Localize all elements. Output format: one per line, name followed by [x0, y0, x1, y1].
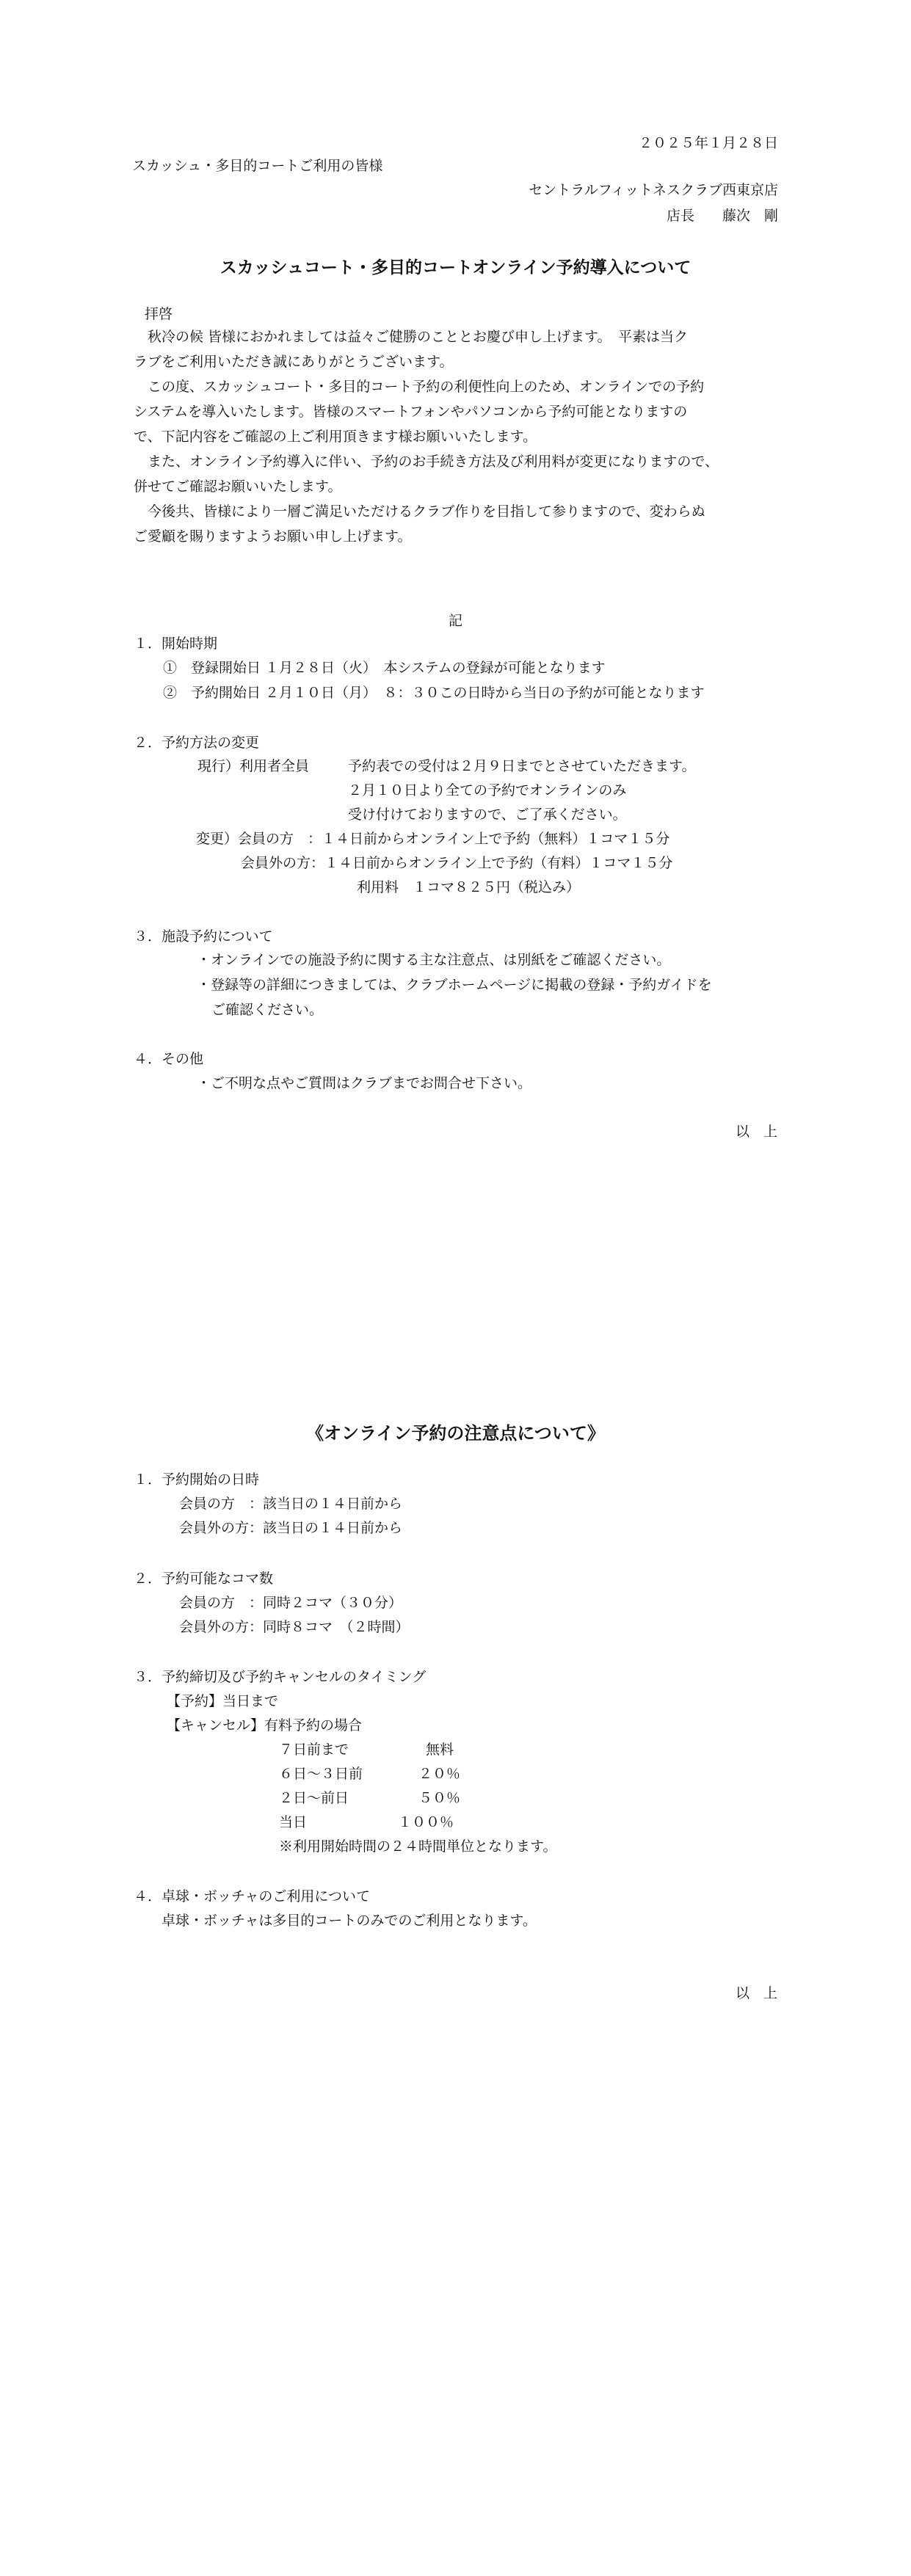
section-1-item-1: ① 登録開始日 １月２８日（火） 本システムの登録が可能となります	[163, 660, 606, 676]
cancel-period: ６日～３日前	[279, 1766, 363, 1782]
changed-member: 変更）会員の方 ：１４日前からオンライン上で予約（無料）１コマ１５分	[196, 831, 670, 847]
cancel-rate: 無料	[426, 1742, 454, 1758]
section-3-bullet-1: ・オンラインでの施設予約に関する主な注意点、は別紙をご確認ください。	[197, 952, 671, 968]
notes-section-2-nonmember: 会員外の方：同時８コマ （２時間）	[179, 1619, 410, 1635]
cancel-period: ７日前まで	[279, 1742, 349, 1758]
notes-section-4-text: 卓球・ボッチャは多目的コートのみでのご利用となります。	[161, 1913, 537, 1929]
current-line-2: ２月１０日より全ての予約でオンラインのみ	[348, 782, 627, 798]
section-4-heading: ４．その他	[134, 1051, 204, 1067]
body-line: ご愛顧を賜りますようお願い申し上げます。	[134, 528, 412, 545]
ki-marker: 記	[448, 613, 462, 629]
body-line: ラブをご利用いただき誠にありがとうございます。	[134, 354, 454, 370]
document-title: スカッシュコート・多目的コートオンライン予約導入について	[219, 258, 692, 277]
body-line: 秋冷の候 皆様におかれましては益々ご健勝のこととお慶び申し上げます。 平素は当ク	[134, 329, 689, 345]
salutation: 拝啓	[145, 306, 173, 322]
sender-name: 店長 藤次 剛	[666, 208, 778, 224]
body-line: この度、スカッシュコート・多目的コート予約の利便性向上のため、オンラインでの予約	[134, 379, 705, 395]
cancel-rate: ５０％	[418, 1790, 461, 1806]
cancel-rate: １００％	[398, 1814, 454, 1830]
notes-section-1-member: 会員の方 ：該当日の１４日前から	[179, 1496, 403, 1512]
fee-line: 利用料 １コマ８２５円（税込み）	[357, 879, 581, 895]
section-3-bullet-2a: ・登録等の詳細につきましては、クラブホームページに掲載の登録・予約ガイドを	[197, 977, 712, 993]
body-line: 併せてご確認お願いいたします。	[134, 479, 342, 495]
cancel-note: ※利用開始時間の２４時間単位となります。	[279, 1838, 557, 1855]
notes-section-2-heading: ２．予約可能なコマ数	[134, 1571, 274, 1587]
section-4-bullet-1: ・ご不明な点やご質問はクラブまでお問合せ下さい。	[197, 1075, 532, 1091]
section-1-heading: １．開始時期	[134, 636, 218, 652]
body-line: 今後共、皆様により一層ご満足いただけるクラブ作りを目指して参りますので、変わらぬ	[134, 503, 705, 520]
body-line: で、下記内容をご確認の上ご利用頂きます様お願いいたします。	[134, 429, 537, 445]
notes-section-1-heading: １．予約開始の日時	[134, 1471, 260, 1488]
notes-title: 《オンライン予約の注意点について》	[306, 1422, 605, 1444]
section-3-bullet-2b: ご確認ください。	[211, 1002, 324, 1018]
notes-section-3-heading: ３．予約締切及び予約キャンセルのタイミング	[134, 1669, 427, 1685]
section-3-heading: ３．施設予約について	[134, 928, 273, 945]
addressee: スカッシュ・多目的コートご利用の皆様	[132, 158, 383, 174]
letter-date: ２０２５年１月２８日	[638, 135, 778, 151]
section-2-heading: ２．予約方法の変更	[134, 735, 260, 751]
notes-section-2-member: 会員の方 ：同時２コマ（３０分）	[179, 1595, 403, 1611]
sender-org: セントラルフィットネスクラブ西東京店	[529, 182, 778, 198]
notes-section-1-nonmember: 会員外の方：該当日の１４日前から	[179, 1520, 403, 1536]
cancel-rate: ２０％	[418, 1766, 461, 1782]
cancel-heading: 【キャンセル】有料予約の場合	[167, 1717, 363, 1733]
body-line: システムを導入いたします。皆様のスマートフォンやパソコンから予約可能となりますの	[134, 404, 688, 420]
letter-closing: 以 上	[735, 1124, 777, 1140]
current-line-1: 予約表での受付は２月９日までとさせていただきます。	[348, 758, 696, 774]
current-label: 現行）利用者全員	[197, 758, 310, 774]
section-1-item-2: ② 予約開始日 ２月１０日（月） ８：３０この日時から当日の予約が可能となります	[163, 685, 705, 701]
current-line-3: 受け付けておりますので、ご了承ください。	[348, 807, 627, 823]
changed-nonmember: 会員外の方：１４日前からオンライン上で予約（有料）１コマ１５分	[241, 855, 673, 871]
letter-body	[134, 324, 780, 549]
notes-section-4-heading: ４．卓球・ボッチャのご利用について	[134, 1888, 371, 1904]
cancel-period: 当日	[279, 1814, 308, 1830]
reserve-deadline: 【予約】当日まで	[167, 1693, 279, 1709]
cancel-period: ２日～前日	[279, 1790, 349, 1806]
body-line: また、オンライン予約導入に伴い、予約のお手続き方法及び利用料が変更になりますので、	[134, 454, 719, 470]
notes-closing: 以 上	[735, 1985, 777, 2001]
